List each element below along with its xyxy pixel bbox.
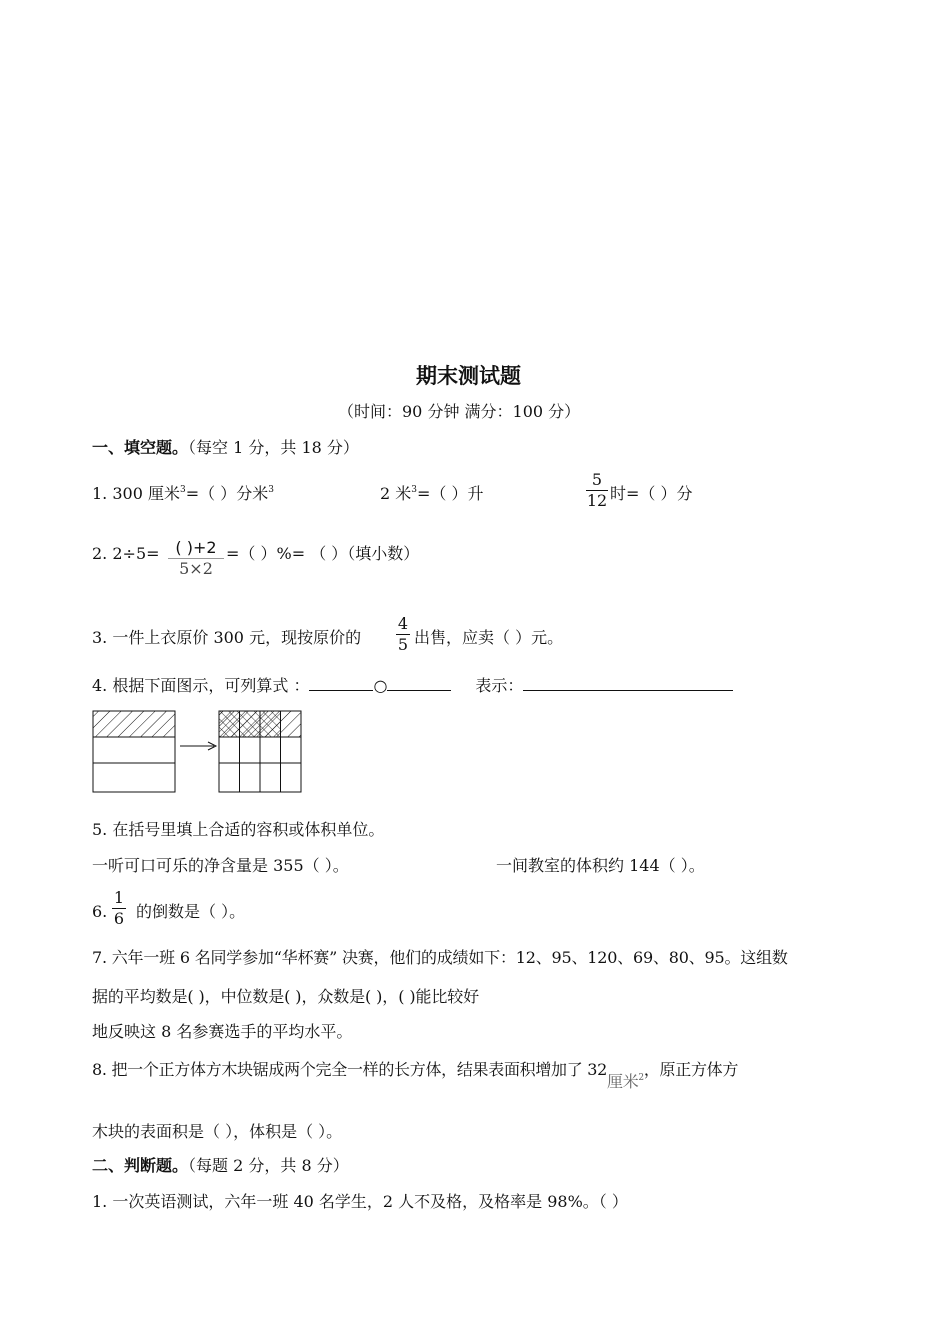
- q7-line-3: 地反映这 8 名参赛选手的平均水平。: [92, 1022, 353, 1041]
- q4-right-cross-hatched: [219, 711, 280, 737]
- q1-part-c: 2 米: [380, 484, 412, 503]
- q5-line-1: 5. 在括号里填上合适的容积或体积单位。: [92, 820, 385, 839]
- section1-heading: 一、填空题。: [92, 438, 189, 457]
- q1-sup-1: 3: [179, 485, 186, 495]
- q1-frac-den: 12: [586, 491, 608, 510]
- q8-line-2: 木块的表面积是（ ），体积是（ ）。: [92, 1122, 343, 1141]
- q8-unit-sup: 2: [638, 1073, 644, 1083]
- question-1: [92, 486, 274, 502]
- question-4: [92, 678, 733, 694]
- page-title: 期末测试题: [416, 364, 521, 388]
- q1-frac-num: 5: [591, 470, 603, 489]
- q8-line-1b: ，原正方体方: [643, 1060, 739, 1079]
- question-1-part2: [380, 486, 484, 502]
- q3-part-b: 出售，应卖（ ）元。: [414, 628, 564, 647]
- q2-frac-num: ( )+2: [175, 538, 217, 557]
- q3-fraction: [396, 616, 410, 653]
- section2-note: （每题 2 分，共 8 分）: [188, 1156, 349, 1175]
- q4-circle-operator[interactable]: ○: [373, 676, 388, 695]
- section2-heading: 二、判断题。: [92, 1156, 189, 1175]
- q4-diagram: [90, 708, 320, 798]
- q4-blank-1[interactable]: [309, 690, 373, 691]
- q1-sup-2: 3: [268, 485, 274, 495]
- page-subtitle: （时间：90 分钟 满分：100 分）: [338, 402, 581, 421]
- section1-note: （每空 1 分，共 18 分）: [188, 438, 359, 457]
- q1-sup-3: 3: [411, 485, 418, 495]
- q6-frac-den: 6: [113, 909, 125, 928]
- q8-unit: [607, 1072, 644, 1091]
- q8-line-1: [92, 1060, 739, 1091]
- q6-part-a: 6.: [92, 902, 108, 921]
- q8-unit-text: 厘米: [607, 1072, 639, 1091]
- q4-show-label: 表示：: [475, 676, 524, 695]
- q3-part-a: 3. 一件上衣原价 300 元，现按原价的: [92, 628, 362, 647]
- q2-part-b: =（ ）%= （ ）（填小数）: [226, 544, 420, 563]
- q4-text: 4. 根据下面图示，可列算式 ：: [92, 676, 310, 695]
- q4-left-hatched-row: [93, 711, 175, 737]
- section1-heading-line: [92, 440, 359, 456]
- q2-part-a: 2. 2÷5=: [92, 544, 160, 563]
- q7-line-2: 据的平均数是( )，中位数是( )，众数是( )，( )能比较好: [92, 987, 480, 1006]
- q1-part-a: 1. 300 厘米: [92, 484, 180, 503]
- q3-frac-den: 5: [397, 635, 409, 654]
- q1-fraction: [586, 472, 608, 509]
- q7-line-1: 7. 六年一班 6 名同学参加“华杯赛” 决赛，他们的成绩如下：12、95、120、69、80、95。这组数: [92, 948, 788, 967]
- q6-fraction: [112, 890, 126, 927]
- s2-question-1: 1. 一次英语测试，六年一班 40 名学生，2 人不及格，及格率是 98%。（ ）: [92, 1192, 628, 1211]
- q6-frac-num: 1: [113, 888, 125, 907]
- q5-line-2a: 一听可口可乐的净含量是 355（ ）。: [92, 856, 349, 875]
- q2-frac-den: 5×2: [179, 559, 213, 578]
- q1-part-b: =（ ）分米: [185, 484, 269, 503]
- q2-fraction: [168, 540, 224, 577]
- q5-line-2b: 一间教室的体积约 144（ ）。: [496, 856, 705, 875]
- q3-frac-num: 4: [397, 614, 409, 633]
- q4-blank-2[interactable]: [387, 690, 451, 691]
- q6-part-b: 的倒数是（ ）。: [136, 902, 246, 921]
- q1-part-e: 时=（ ）分: [610, 484, 693, 503]
- q4-blank-meaning[interactable]: [523, 690, 733, 691]
- section2-heading-line: [92, 1158, 349, 1174]
- q8-line-1a: 8. 把一个正方体方木块锯成两个完全一样的长方体，结果表面积增加了 32: [92, 1060, 607, 1079]
- q1-part-d: =（ ）升: [417, 484, 484, 503]
